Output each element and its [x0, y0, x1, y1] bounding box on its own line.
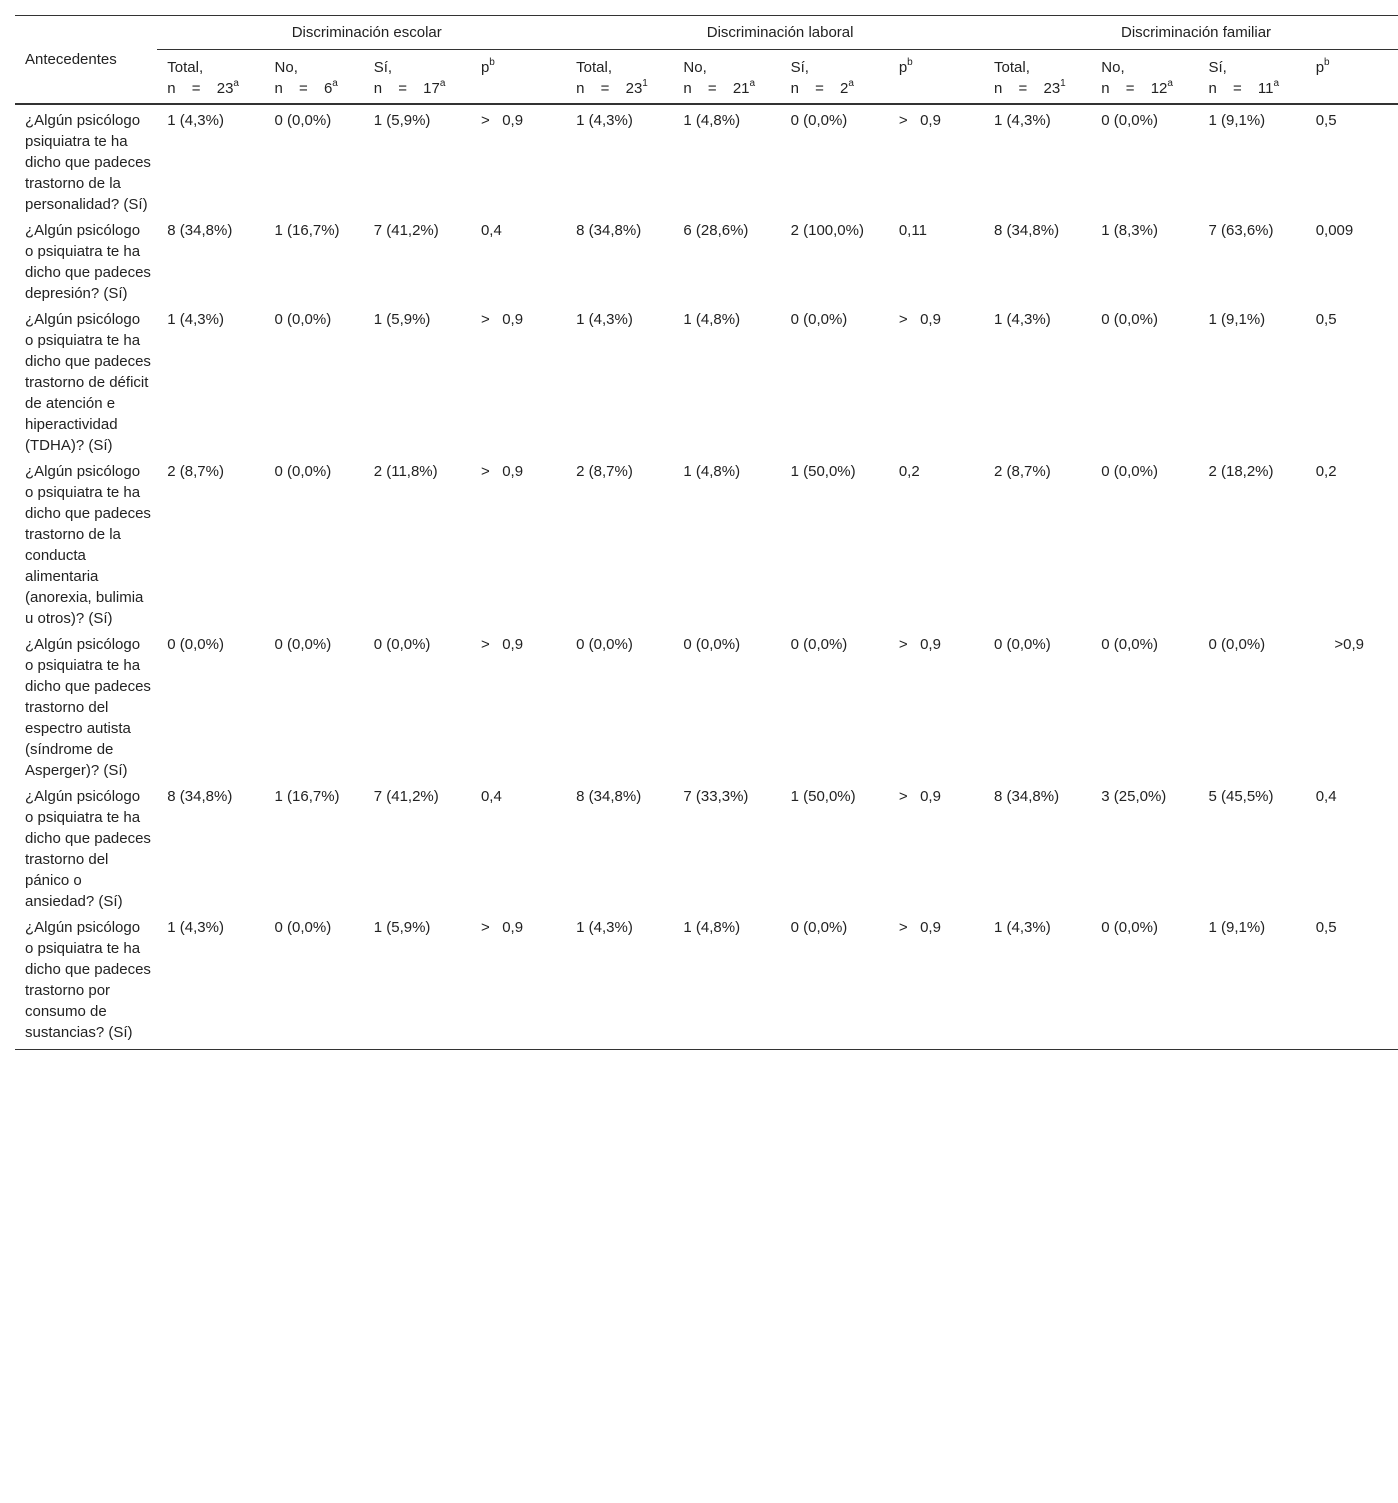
- subheader-sup: b: [1324, 57, 1330, 68]
- subheader-label: p: [898, 59, 908, 76]
- value-cell: 0 (0,0%): [790, 112, 848, 129]
- subheader-sup: a: [332, 78, 338, 89]
- subheader-label: p: [480, 59, 490, 76]
- value-cell: 6 (28,6%): [683, 222, 749, 239]
- group-escolar: Discriminación escolar: [157, 16, 566, 50]
- subheader-n: [791, 78, 889, 99]
- value-cell: > 0,9: [480, 112, 524, 129]
- value-cell: 1 (4,3%): [576, 311, 633, 328]
- value-cell: 0 (0,0%): [790, 636, 848, 653]
- subheader-n-text: n = 2: [790, 80, 849, 97]
- value-cell: 0 (0,0%): [994, 636, 1051, 653]
- value-cell: 8 (34,8%): [167, 788, 233, 805]
- question-cell: ¿Algún psicólogo o psiquiatra te ha dicho que padeces trastorno del pánico o ansiedad? (Sí): [25, 788, 151, 910]
- value-cell: 1 (5,9%): [364, 912, 471, 1050]
- value-cell: 0 (0,0%): [1091, 912, 1198, 1050]
- value-cell: 7 (41,2%): [373, 788, 439, 805]
- value-cell: 0 (0,0%): [1101, 311, 1158, 328]
- subheader-n: [1208, 78, 1305, 99]
- value-cell: 0 (0,0%): [274, 463, 332, 480]
- value-cell: 0 (0,0%): [1101, 636, 1158, 653]
- subheader-sup: 1: [642, 78, 648, 89]
- subheader-label: Total,: [167, 59, 204, 76]
- subheader-label: Sí,: [373, 59, 393, 76]
- value-cell: 2 (8,7%): [576, 463, 633, 480]
- value-cell: 0,5: [1315, 112, 1337, 129]
- value-cell: 1 (4,8%): [673, 912, 780, 1050]
- value-cell: 1 (9,1%): [1208, 311, 1266, 328]
- antecedentes-header: Antecedentes: [15, 16, 157, 105]
- subheader-sup: a: [439, 78, 446, 89]
- value-cell: 1 (4,3%): [984, 912, 1091, 1050]
- subheader-n: [275, 78, 364, 99]
- value-cell: 7 (41,2%): [373, 222, 439, 239]
- subheader-2-2: [1198, 50, 1305, 105]
- subheader-label: Sí,: [1208, 59, 1227, 76]
- question-cell: ¿Algún psicólogo o psiquiatra te ha dicho que padeces trastorno del espectro autista (síndrome de Asperger)? (Sí): [25, 636, 151, 779]
- value-cell: 2 (8,7%): [167, 463, 224, 480]
- value-cell: 0 (0,0%): [683, 636, 741, 653]
- subheader-label: Sí,: [790, 59, 809, 76]
- subheader-0-0: [157, 50, 264, 105]
- value-cell: 1 (4,3%): [167, 112, 224, 129]
- subheader-n-text: n = 23: [167, 80, 234, 97]
- subheader-row: [15, 50, 1398, 105]
- table-row: [15, 912, 1398, 1050]
- subheader-sup: 1: [1060, 78, 1066, 89]
- value-cell: 0 (0,0%): [790, 311, 848, 328]
- value-cell: 0 (0,0%): [274, 311, 332, 328]
- question-cell: ¿Algún psicólogo psiquiatra te ha dicho que padeces trastorno de la personalidad? (Sí): [25, 112, 151, 213]
- subheader-label: No,: [274, 59, 298, 76]
- value-cell: 0 (0,0%): [274, 636, 332, 653]
- table-row: [15, 304, 1398, 456]
- value-cell: 1 (50,0%): [790, 788, 856, 805]
- value-cell: 1 (16,7%): [274, 788, 340, 805]
- subheader-n: [994, 78, 1091, 99]
- value-cell: 1 (4,3%): [576, 112, 633, 129]
- value-cell: 0,5: [1315, 311, 1337, 328]
- subheader-label: Total,: [994, 59, 1030, 76]
- value-cell: 1 (5,9%): [373, 112, 431, 129]
- value-cell: 1 (8,3%): [1101, 222, 1158, 239]
- value-cell: 0 (0,0%): [167, 636, 224, 653]
- value-cell: 0 (0,0%): [1208, 636, 1266, 653]
- value-cell: 0,2: [1315, 463, 1337, 480]
- value-cell: > 0,9: [480, 311, 524, 328]
- subheader-n-text: n = 21: [683, 80, 750, 97]
- value-cell: 1 (4,3%): [157, 912, 264, 1050]
- table-row: [15, 781, 1398, 912]
- subheader-0-1: [265, 50, 364, 105]
- value-cell: 0,5: [1306, 912, 1398, 1050]
- value-cell: 0,2: [898, 463, 920, 480]
- subheader-n-text: n = 6: [274, 80, 333, 97]
- value-cell: 8 (34,8%): [576, 788, 642, 805]
- value-cell: 0 (0,0%): [274, 112, 332, 129]
- value-cell: 0,009: [1315, 222, 1354, 239]
- value-cell: 0 (0,0%): [1101, 112, 1158, 129]
- value-cell: 8 (34,8%): [994, 788, 1060, 805]
- subheader-n: [576, 78, 673, 99]
- subheader-sup: b: [489, 57, 495, 68]
- table-row: [15, 629, 1398, 781]
- value-cell: > 0,9: [480, 463, 524, 480]
- subheader-n-text: n = 11: [1208, 80, 1274, 97]
- value-cell: 5 (45,5%): [1208, 788, 1274, 805]
- subheader-0-3: [471, 50, 566, 105]
- value-cell: 1 (4,8%): [683, 311, 741, 328]
- subheader-sup: a: [233, 78, 239, 89]
- value-cell: > 0,9: [898, 311, 941, 328]
- value-cell: 0 (0,0%): [373, 636, 431, 653]
- subheader-1-1: [673, 50, 780, 105]
- subheader-n: [1101, 78, 1198, 99]
- value-cell: 3 (25,0%): [1101, 788, 1167, 805]
- value-cell: 8 (34,8%): [994, 222, 1060, 239]
- value-cell: 1 (4,3%): [167, 311, 224, 328]
- value-cell: 0 (0,0%): [265, 912, 364, 1050]
- value-cell: 0,11: [898, 222, 927, 239]
- subheader-label: No,: [683, 59, 707, 76]
- subheader-n-text: n = 17: [373, 80, 440, 97]
- subheader-sup: b: [907, 57, 913, 68]
- value-cell: 1 (50,0%): [790, 463, 856, 480]
- subheader-1-0: [566, 50, 673, 105]
- results-table: [15, 15, 1398, 1050]
- value-cell: 1 (4,8%): [683, 112, 741, 129]
- subheader-sup: a: [848, 78, 854, 89]
- value-cell: > 0,9: [889, 912, 984, 1050]
- value-cell: 0 (0,0%): [781, 912, 889, 1050]
- value-cell: 8 (34,8%): [576, 222, 642, 239]
- value-cell: 0 (0,0%): [1101, 463, 1158, 480]
- value-cell: 1 (16,7%): [274, 222, 340, 239]
- subheader-sup: a: [749, 78, 756, 89]
- value-cell: > 0,9: [471, 912, 566, 1050]
- table-row: [15, 215, 1398, 304]
- value-cell: 1 (5,9%): [373, 311, 431, 328]
- value-cell: 1 (4,3%): [566, 912, 673, 1050]
- value-cell: 1 (9,1%): [1208, 112, 1266, 129]
- value-cell: 0,4: [1315, 788, 1337, 805]
- subheader-2-1: [1091, 50, 1198, 105]
- subheader-sup: a: [1167, 78, 1173, 89]
- subheader-1-2: [781, 50, 889, 105]
- question-cell: ¿Algún psicólogo o psiquiatra te ha dicho que padeces trastorno por consumo de sustancias? (Sí): [15, 912, 157, 1050]
- subheader-2-3: [1306, 50, 1398, 105]
- group-header-row: [15, 16, 1398, 50]
- value-cell: 1 (4,3%): [994, 311, 1051, 328]
- value-cell: >0,9: [1334, 636, 1364, 653]
- question-cell: ¿Algún psicólogo o psiquiatra te ha dicho que padeces trastorno de la conducta alimentaria (anorexia, bulimia u otros)? (Sí): [25, 463, 151, 627]
- subheader-2-0: [984, 50, 1091, 105]
- subheader-n: [167, 78, 264, 99]
- value-cell: 7 (63,6%): [1208, 222, 1274, 239]
- value-cell: 7 (33,3%): [683, 788, 749, 805]
- subheader-n: [374, 78, 471, 99]
- subheader-1-3: [889, 50, 984, 105]
- value-cell: > 0,9: [898, 788, 941, 805]
- subheader-n-text: n = 12: [1101, 80, 1168, 97]
- group-familiar: Discriminación familiar: [984, 16, 1398, 50]
- value-cell: > 0,9: [480, 636, 524, 653]
- value-cell: 0 (0,0%): [576, 636, 633, 653]
- question-cell: ¿Algún psicólogo o psiquiatra te ha dicho que padeces depresión? (Sí): [25, 222, 151, 302]
- value-cell: 1 (9,1%): [1198, 912, 1305, 1050]
- subheader-n: [683, 78, 780, 99]
- value-cell: > 0,9: [898, 636, 941, 653]
- value-cell: 2 (18,2%): [1208, 463, 1274, 480]
- subheader-n-text: n = 23: [576, 80, 643, 97]
- value-cell: 0,4: [480, 788, 502, 805]
- value-cell: > 0,9: [898, 112, 941, 129]
- table-body: [15, 104, 1398, 1050]
- value-cell: 0,4: [480, 222, 502, 239]
- value-cell: 2 (100,0%): [790, 222, 864, 239]
- subheader-label: No,: [1101, 59, 1125, 76]
- subheader-n-text: n = 23: [994, 80, 1061, 97]
- value-cell: 1 (4,8%): [683, 463, 741, 480]
- group-laboral: Discriminación laboral: [566, 16, 984, 50]
- value-cell: 2 (11,8%): [373, 463, 438, 480]
- value-cell: 2 (8,7%): [994, 463, 1051, 480]
- subheader-label: Total,: [576, 59, 613, 76]
- question-cell: ¿Algún psicólogo o psiquiatra te ha dicho que padeces trastorno de déficit de atención e hiperactividad (TDHA)? (Sí): [25, 311, 151, 454]
- subheader-sup: a: [1273, 78, 1280, 89]
- subheader-label: p: [1315, 59, 1325, 76]
- value-cell: 8 (34,8%): [167, 222, 233, 239]
- subheader-0-2: [364, 50, 471, 105]
- table-row: [15, 104, 1398, 215]
- table-row: [15, 456, 1398, 629]
- value-cell: 1 (4,3%): [994, 112, 1051, 129]
